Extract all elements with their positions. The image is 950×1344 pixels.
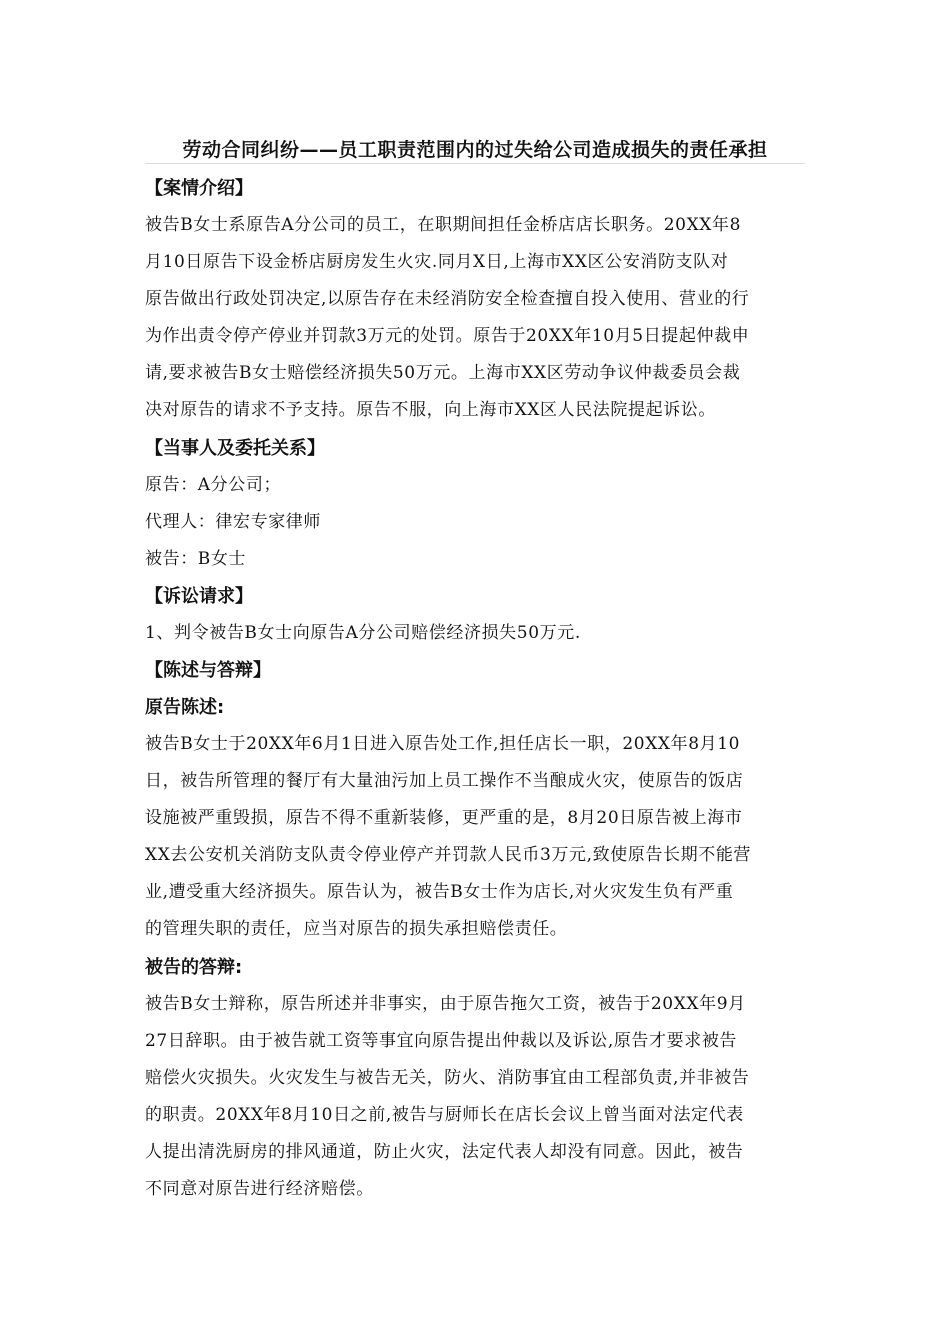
- text-line: 的管理失职的责任，应当对原告的损失承担赔偿责任。: [145, 919, 568, 940]
- section-heading-statements: 【陈述与答辩】: [145, 659, 271, 681]
- text-line: 日，被告所管理的餐厅有大量油污加上员工操作不当酿成火灾，使原告的饭店: [145, 771, 744, 792]
- text-line: 被告B女士系原告A分公司的员工，在职期间担任金桥店店长职务。20XX年8: [145, 215, 742, 235]
- text-line: 不同意对原告进行经济赔偿。: [145, 1178, 374, 1199]
- document-body: [145, 170, 811, 1208]
- text-line: 请,要求被告B女士赔偿经济损失50万元。上海市XX区劳动争议仲裁委员会裁: [145, 363, 741, 384]
- section-heading-parties: 【当事人及委托关系】: [145, 437, 325, 459]
- title-divider: [145, 163, 805, 164]
- section-heading-claims: 【诉讼请求】: [145, 585, 253, 607]
- text-line: 决对原告的请求不予支持。原告不服，向上海市XX区人民法院提起诉讼。: [145, 400, 717, 421]
- text-line: 月10日原告下设金桥店厨房发生火灾.同月X日,上海市XX区公安消防支队对: [145, 252, 729, 273]
- text-line: 27日辞职。由于被告就工资等事宜向原告提出仲裁以及诉讼,原告才要求被告: [145, 1030, 738, 1051]
- text-line: 业,遭受重大经济损失。原告认为，被告B女士作为店长,对火灾发生负有严重: [145, 882, 734, 903]
- text-line: XX去公安机关消防支队责令停业停产并罚款人民币3万元,致使原告长期不能营: [145, 845, 752, 866]
- text-line: 的职责。20XX年8月10日之前,被告与厨师长在店长会议上曾当面对法定代表: [145, 1104, 744, 1125]
- parties-list: [145, 467, 811, 578]
- text-line: 被告B女士辩称，原告所述并非事实，由于原告拖欠工资，被告于20XX年9月: [145, 993, 746, 1014]
- agent-line: 代理人：律宏专家律师: [145, 511, 321, 532]
- plaintiff-line: 原告：A分公司；: [145, 474, 282, 495]
- document-title: 劳动合同纠纷——员工职责范围内的过失给公司造成损失的责任承担: [182, 139, 768, 161]
- defendant-reply-paragraph: [145, 986, 811, 1209]
- text-line: 设施被严重毁损，原告不得不重新装修，更严重的是，8月20日原告被上海市: [145, 808, 743, 829]
- subheading-defendant-reply: 被告的答辩:: [145, 956, 243, 978]
- text-line: 原告做出行政处罚决定,以原告存在未经消防安全检查擅自投入使用、营业的行: [145, 289, 750, 310]
- text-line: 赔偿火灾损失。火灾发生与被告无关，防火、消防事宜由工程部负责,并非被告: [145, 1067, 750, 1088]
- case-intro-paragraph: [145, 207, 811, 430]
- text-line: 为作出责令停产停业并罚款3万元的处罚。原告于20XX年10月5日提起仲裁申: [145, 326, 750, 347]
- subheading-plaintiff-statement: 原告陈述:: [145, 696, 225, 718]
- plaintiff-statement-paragraph: [145, 726, 811, 949]
- section-heading-case-intro: 【案情介绍】: [145, 178, 253, 199]
- text-line: 被告B女士于20XX年6月1日进入原告处工作,担任店长一职，20XX年8月10: [145, 733, 741, 754]
- claim-item: 1、判令被告B女士向原告A分公司赔偿经济损失50万元.: [145, 622, 581, 643]
- text-line: 人提出清洗厨房的排风通道，防止火灾，法定代表人却没有同意。因此，被告: [145, 1141, 744, 1162]
- defendant-line: 被告：B女士: [145, 548, 247, 569]
- claims-list: [145, 615, 811, 652]
